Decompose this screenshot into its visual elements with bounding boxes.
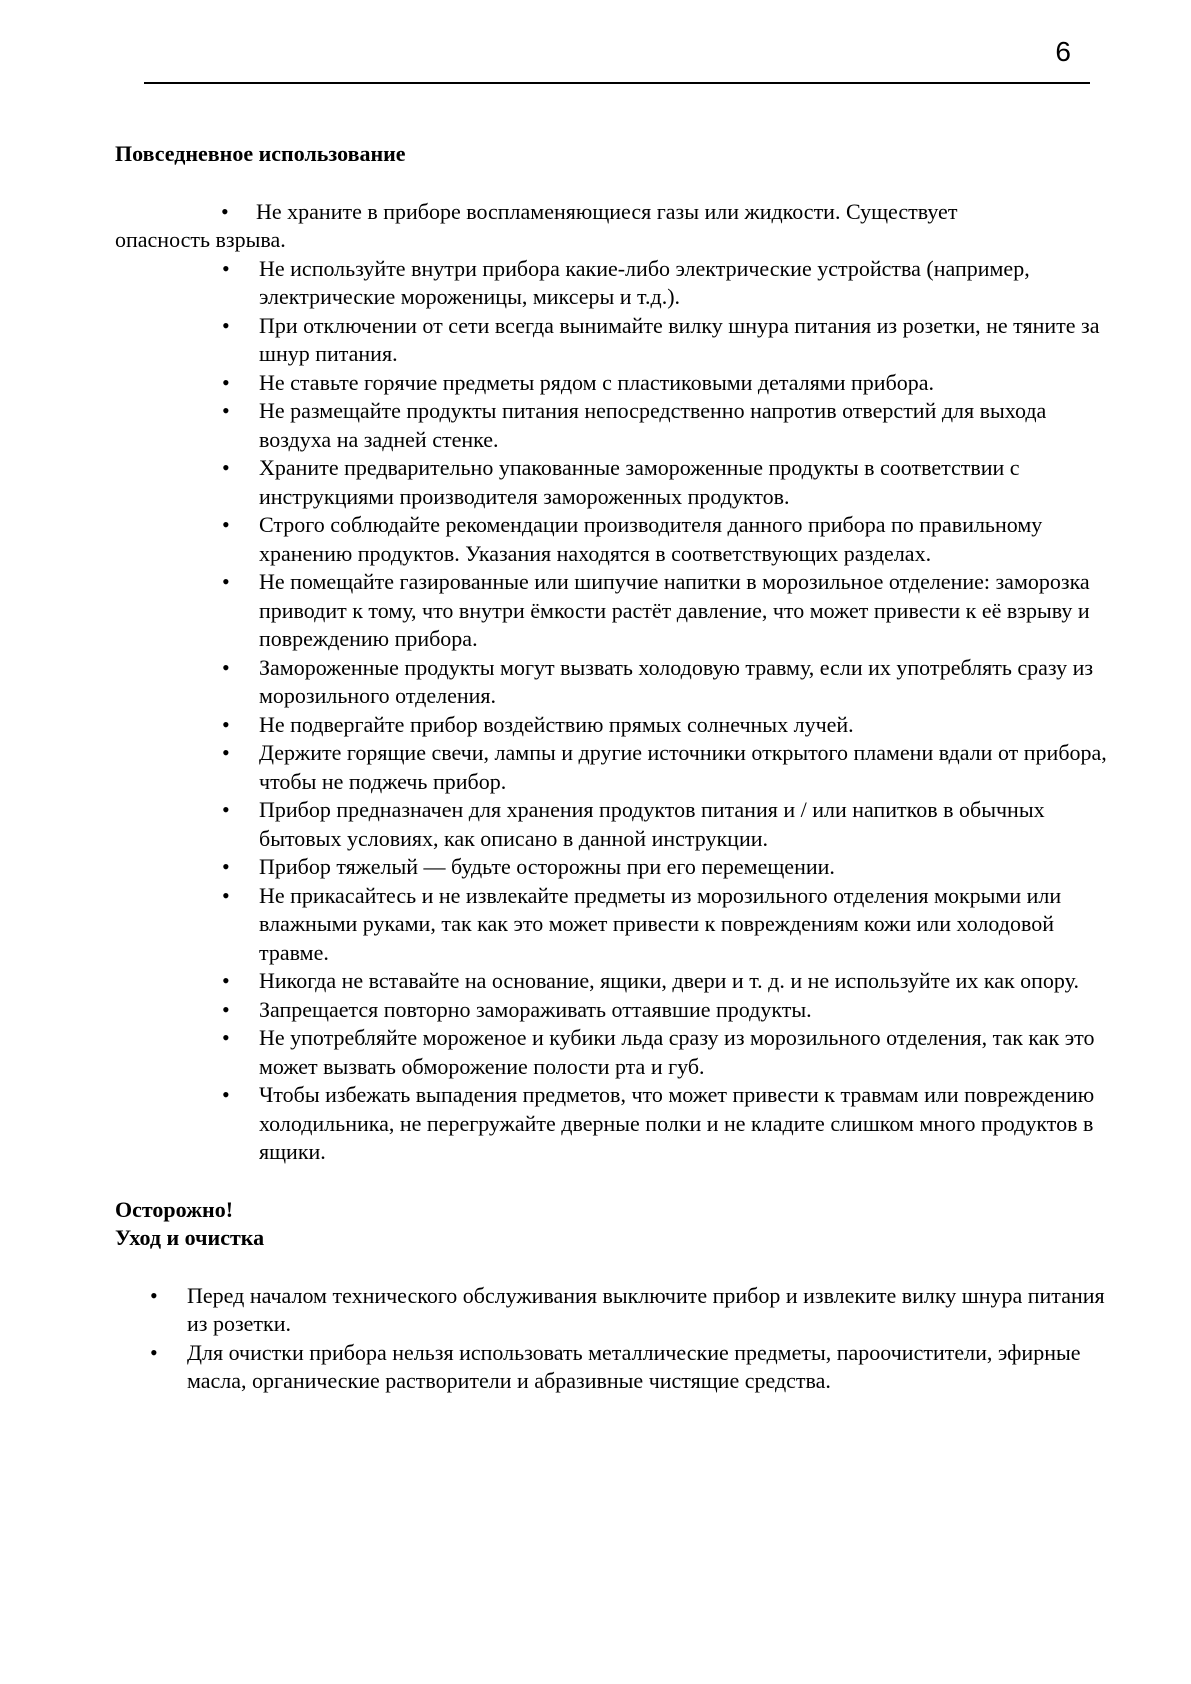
page-number: 6 — [1055, 36, 1071, 67]
list-item: • Прибор тяжелый — будьте осторожны при его перемещении. — [259, 853, 1115, 882]
section-heading-care: Уход и очистка — [115, 1225, 265, 1250]
list-item: • Перед началом технического обслуживания выключите прибор и извлеките вилку шнура питания из розетки. — [187, 1282, 1115, 1339]
first-item-line2: опасность взрыва. — [115, 227, 286, 252]
section-heading-daily-use: Повседневное использование — [115, 141, 406, 166]
list-item: • Держите горящие свечи, лампы и другие источники открытого пламени вдали от прибора, чтобы не поджечь прибор. — [259, 739, 1115, 796]
first-item-line1: Не храните в приборе воспламеняющиеся газы или жидкости. Существует — [256, 198, 958, 224]
header-rule — [144, 82, 1090, 84]
care-section — [115, 1196, 1115, 1396]
list-item: • Для очистки прибора нельзя использовать металлические предметы, пароочистители, эфирные масла, органические растворители и абразивные чистящие средства. — [187, 1339, 1115, 1396]
care-list — [115, 1282, 1115, 1396]
list-item: • Не ставьте горячие предметы рядом с пластиковыми деталями прибора. — [259, 369, 1115, 398]
list-item: • Не помещайте газированные или шипучие напитки в морозильное отделение: заморозка приводит к тому, что внутри ёмкости растёт давление, что может привести к её взрыву и повреждению прибора. — [259, 568, 1115, 654]
list-item: • Запрещается повторно замораживать оттаявшие продукты. — [259, 996, 1115, 1025]
list-item: • Прибор предназначен для хранения продуктов питания и / или напитков в обычных бытовых условиях, как описано в данной инструкции. — [259, 796, 1115, 853]
list-item-first — [115, 198, 1115, 255]
safety-list — [115, 255, 1115, 1167]
document-body — [115, 140, 1115, 1396]
caution-heading: Осторожно! — [115, 1196, 234, 1222]
list-item: • Никогда не вставайте на основание, ящики, двери и т. д. и не используйте их как опору. — [259, 967, 1115, 996]
list-item: • Не подвергайте прибор воздействию прямых солнечных лучей. — [259, 711, 1115, 740]
list-item: • Не размещайте продукты питания непосредственно напротив отверстий для выхода воздуха на задней стенке. — [259, 397, 1115, 454]
list-item: • Храните предварительно упакованные замороженные продукты в соответствии с инструкциями производителя замороженных продуктов. — [259, 454, 1115, 511]
list-item: • Не употребляйте мороженое и кубики льда сразу из морозильного отделения, так как это может вызвать обморожение полости рта и губ. — [259, 1024, 1115, 1081]
list-item: • Не используйте внутри прибора какие-либо электрические устройства (например, электрические мороженицы, миксеры и т.д.). — [259, 255, 1115, 312]
list-item: • Чтобы избежать выпадения предметов, что может привести к травмам или повреждению холодильника, не перегружайте дверные полки и не кладите слишком много продуктов в ящики. — [259, 1081, 1115, 1167]
list-item: • Замороженные продукты могут вызвать холодовую травму, если их употреблять сразу из морозильного отделения. — [259, 654, 1115, 711]
list-item: • При отключении от сети всегда вынимайте вилку шнура питания из розетки, не тяните за шнур питания. — [259, 312, 1115, 369]
list-item: • Строго соблюдайте рекомендации производителя данного прибора по правильному хранению продуктов. Указания находятся в соответствующих разделах. — [259, 511, 1115, 568]
list-item: • Не прикасайтесь и не извлекайте предметы из морозильного отделения мокрыми или влажными руками, так как это может привести к повреждениям кожи или холодовой травме. — [259, 882, 1115, 968]
